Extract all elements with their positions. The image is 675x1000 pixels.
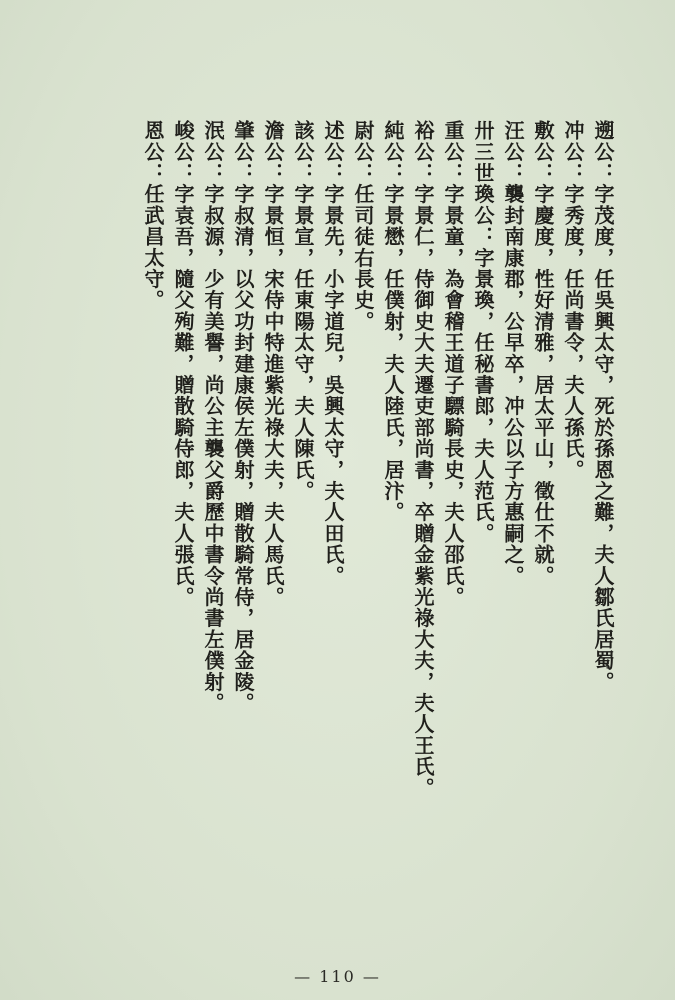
text-column: 汪公：襲封南康郡，公早卒，冲公以子方惠嗣之。 xyxy=(501,120,525,587)
text-column: 敷公：字慶度，性好清雅，居太平山，徵仕不就。 xyxy=(531,120,555,587)
text-column: 重公：字景童，為會稽王道子驃騎長史，夫人邵氏。 xyxy=(441,120,465,608)
text-column: 峻公：字袁吾，隨父殉難，贈散騎侍郎，夫人張氏。 xyxy=(171,120,195,608)
text-column: 述公：字景先，小字道兒，吳興太守，夫人田氏。 xyxy=(321,120,345,587)
text-column: 卅三世瑍公：字景瑍，任秘書郎，夫人范氏。 xyxy=(471,120,495,544)
text-column: 泯公：字叔源，少有美譽，尚公主襲父爵歷中書令尚書左僕射。 xyxy=(201,120,225,714)
text-column: 冲公：字秀度，任尚書令，夫人孫氏。 xyxy=(561,120,585,481)
text-column: 肇公：字叔清，以父功封建康侯左僕射，贈散騎常侍，居金陵。 xyxy=(231,120,255,714)
text-column: 恩公：任武昌太守。 xyxy=(141,120,165,311)
text-column: 裕公：字景仁，侍御史大夫遷吏部尚書，卒贈金紫光祿大夫，夫人王氏。 xyxy=(411,120,435,799)
text-column: 純公：字景懋，任僕射，夫人陸氏，居汴。 xyxy=(381,120,405,523)
page-number: — 110 — xyxy=(294,967,381,986)
vertical-text-columns xyxy=(78,120,618,880)
text-column: 尉公：任司徒右長史。 xyxy=(351,120,375,332)
text-column: 遡公：字茂度，任吳興太守，死於孫恩之難，夫人鄒氏居蜀。 xyxy=(591,120,615,693)
text-column: 該公：字景宣，任東陽太守，夫人陳氏。 xyxy=(291,120,315,502)
text-column: 澹公：字景恒，宋侍中特進紫光祿大夫，夫人馬氏。 xyxy=(261,120,285,608)
